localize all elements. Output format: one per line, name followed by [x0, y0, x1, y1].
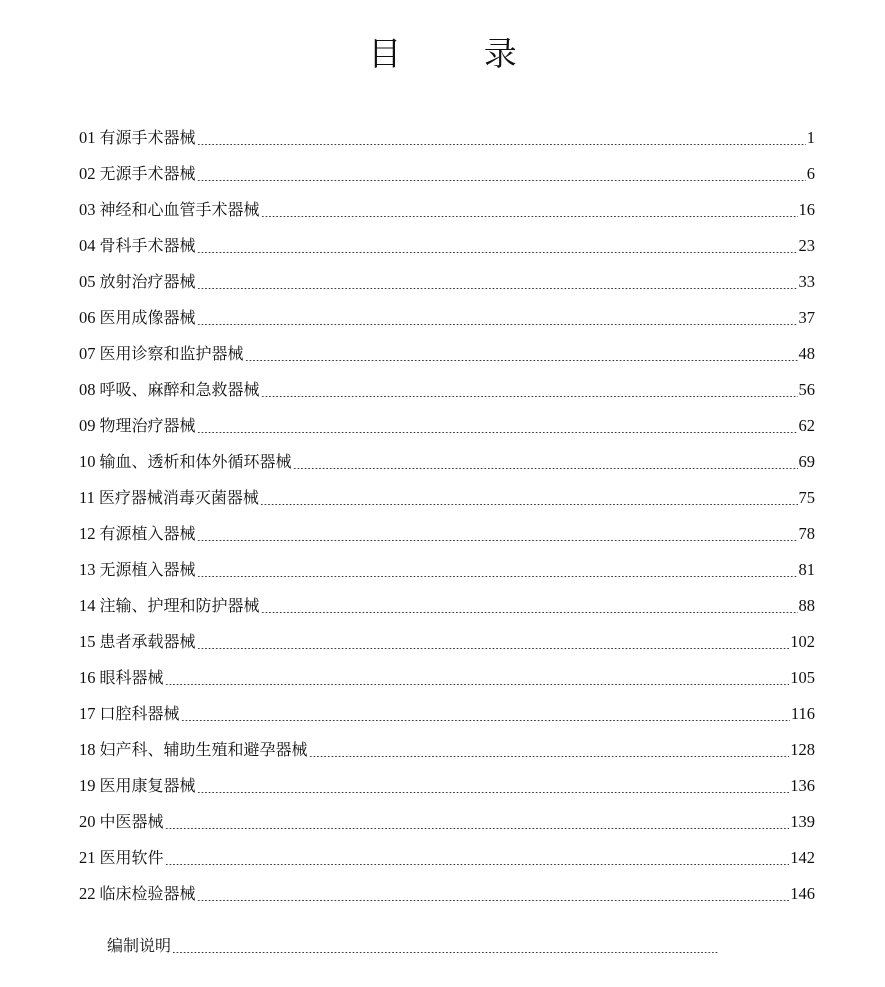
toc-entry-leader-dots [197, 144, 806, 145]
toc-entry-leader-dots [165, 864, 790, 865]
toc-entry-leader-dots [197, 180, 806, 181]
toc-entry-page-number: 1 [806, 128, 815, 147]
toc-entry-number: 06 [79, 308, 96, 327]
toc-entry-label: 患者承载器械 [99, 632, 196, 651]
toc-entry-number: 16 [79, 668, 96, 687]
toc-entry-label: 临床检验器械 [99, 884, 196, 903]
toc-entry-page-number: 105 [790, 668, 815, 687]
toc-entry-number: 22 [79, 884, 96, 903]
toc-entry[interactable] [79, 408, 815, 444]
compilation-notes-leader-dots [172, 952, 718, 953]
toc-entry[interactable] [79, 300, 815, 336]
toc-entry-label: 神经和心血管手术器械 [99, 200, 260, 219]
toc-entry[interactable] [79, 192, 815, 228]
toc-entry-label: 中医器械 [99, 812, 164, 831]
toc-entry-leader-dots [293, 468, 798, 469]
toc-entry-number: 19 [79, 776, 96, 795]
toc-entry-number: 11 [79, 488, 95, 507]
toc-entry-number: 09 [79, 416, 96, 435]
toc-entry-label: 有源手术器械 [99, 128, 196, 147]
toc-entry-leader-dots [165, 828, 790, 829]
toc-entry-number: 08 [79, 380, 96, 399]
toc-entry[interactable] [79, 552, 815, 588]
toc-entry-leader-dots [197, 252, 798, 253]
toc-entry-page-number: 78 [798, 524, 815, 543]
toc-entry-page-number: 81 [798, 560, 815, 579]
toc-entry-label: 注输、护理和防护器械 [99, 596, 260, 615]
toc-entry-leader-dots [261, 396, 798, 397]
toc-entry-leader-dots [261, 216, 798, 217]
toc-entry[interactable] [79, 120, 815, 156]
toc-entry-leader-dots [197, 540, 798, 541]
toc-list [79, 120, 815, 912]
toc-entry[interactable] [79, 840, 815, 876]
toc-entry-page-number: 75 [798, 488, 815, 507]
toc-entry-leader-dots [260, 504, 798, 505]
toc-entry[interactable] [79, 264, 815, 300]
toc-entry-number: 21 [79, 848, 96, 867]
toc-entry-leader-dots [197, 648, 790, 649]
toc-entry-page-number: 33 [798, 272, 815, 291]
toc-entry[interactable] [79, 372, 815, 408]
toc-entry-leader-dots [197, 324, 798, 325]
toc-entry[interactable] [79, 588, 815, 624]
toc-entry[interactable] [79, 336, 815, 372]
toc-entry-label: 医用诊察和监护器械 [99, 344, 244, 363]
toc-entry-label: 妇产科、辅助生殖和避孕器械 [99, 740, 308, 759]
toc-entry-number: 01 [79, 128, 96, 147]
toc-entry-page-number: 128 [790, 740, 815, 759]
toc-entry-number: 18 [79, 740, 96, 759]
toc-entry-leader-dots [181, 720, 790, 721]
toc-entry-page-number: 139 [790, 812, 815, 831]
toc-entry-number: 15 [79, 632, 96, 651]
toc-entry-page-number: 48 [798, 344, 815, 363]
toc-entry-label: 有源植入器械 [99, 524, 196, 543]
toc-entry-label: 放射治疗器械 [99, 272, 196, 291]
toc-entry-compilation-notes[interactable] [107, 928, 719, 964]
compilation-notes-label: 编制说明 [107, 936, 172, 955]
toc-entry-number: 03 [79, 200, 96, 219]
toc-entry[interactable] [79, 876, 815, 912]
toc-entry-page-number: 62 [798, 416, 815, 435]
toc-entry-label: 口腔科器械 [99, 704, 180, 723]
toc-entry-page-number: 56 [798, 380, 815, 399]
toc-entry-label: 医用成像器械 [99, 308, 196, 327]
toc-entry[interactable] [79, 156, 815, 192]
toc-entry-page-number: 146 [790, 884, 815, 903]
toc-entry-number: 20 [79, 812, 96, 831]
toc-entry-label: 无源手术器械 [99, 164, 196, 183]
toc-entry-label: 眼科器械 [99, 668, 164, 687]
toc-entry-label: 输血、透析和体外循环器械 [99, 452, 292, 471]
toc-entry-page-number: 23 [798, 236, 815, 255]
toc-entry[interactable] [79, 624, 815, 660]
toc-entry-number: 05 [79, 272, 96, 291]
toc-entry-number: 02 [79, 164, 96, 183]
toc-entry-leader-dots [197, 288, 798, 289]
toc-entry-page-number: 88 [798, 596, 815, 615]
toc-entry[interactable] [79, 768, 815, 804]
toc-entry-label: 无源植入器械 [99, 560, 196, 579]
toc-entry-page-number: 142 [790, 848, 815, 867]
toc-entry-leader-dots [309, 756, 790, 757]
toc-entry-label: 呼吸、麻醉和急救器械 [99, 380, 260, 399]
toc-entry-label: 物理治疗器械 [99, 416, 196, 435]
toc-entry-number: 04 [79, 236, 96, 255]
toc-entry-page-number: 37 [798, 308, 815, 327]
toc-entry[interactable] [79, 228, 815, 264]
toc-entry-page-number: 102 [790, 632, 815, 651]
toc-entry-label: 骨科手术器械 [99, 236, 196, 255]
page-title: 目 录 [368, 34, 553, 73]
toc-entry-leader-dots [245, 360, 798, 361]
toc-entry-number: 17 [79, 704, 96, 723]
toc-entry[interactable] [79, 660, 815, 696]
toc-entry[interactable] [79, 732, 815, 768]
toc-entry-page-number: 136 [790, 776, 815, 795]
toc-entry-leader-dots [261, 612, 798, 613]
toc-entry[interactable] [79, 696, 815, 732]
toc-entry-leader-dots [165, 684, 790, 685]
toc-entry-page-number: 16 [798, 200, 815, 219]
toc-entry-label: 医用软件 [99, 848, 164, 867]
toc-entry-label: 医疗器械消毒灭菌器械 [98, 488, 259, 507]
toc-entry-page-number: 116 [790, 704, 815, 723]
toc-entry-label: 医用康复器械 [99, 776, 196, 795]
toc-entry-page-number: 6 [806, 164, 815, 183]
toc-entry-number: 10 [79, 452, 96, 471]
toc-entry-number: 13 [79, 560, 96, 579]
toc-entry-page-number: 69 [798, 452, 815, 471]
toc-entry-leader-dots [197, 432, 798, 433]
toc-entry-leader-dots [197, 576, 798, 577]
toc-entry[interactable] [79, 804, 815, 840]
toc-entry-number: 14 [79, 596, 96, 615]
toc-entry[interactable] [79, 480, 815, 516]
toc-entry[interactable] [79, 516, 815, 552]
toc-entry-number: 07 [79, 344, 96, 363]
toc-entry-leader-dots [197, 900, 790, 901]
toc-entry-number: 12 [79, 524, 96, 543]
toc-entry-leader-dots [197, 792, 790, 793]
toc-entry[interactable] [79, 444, 815, 480]
